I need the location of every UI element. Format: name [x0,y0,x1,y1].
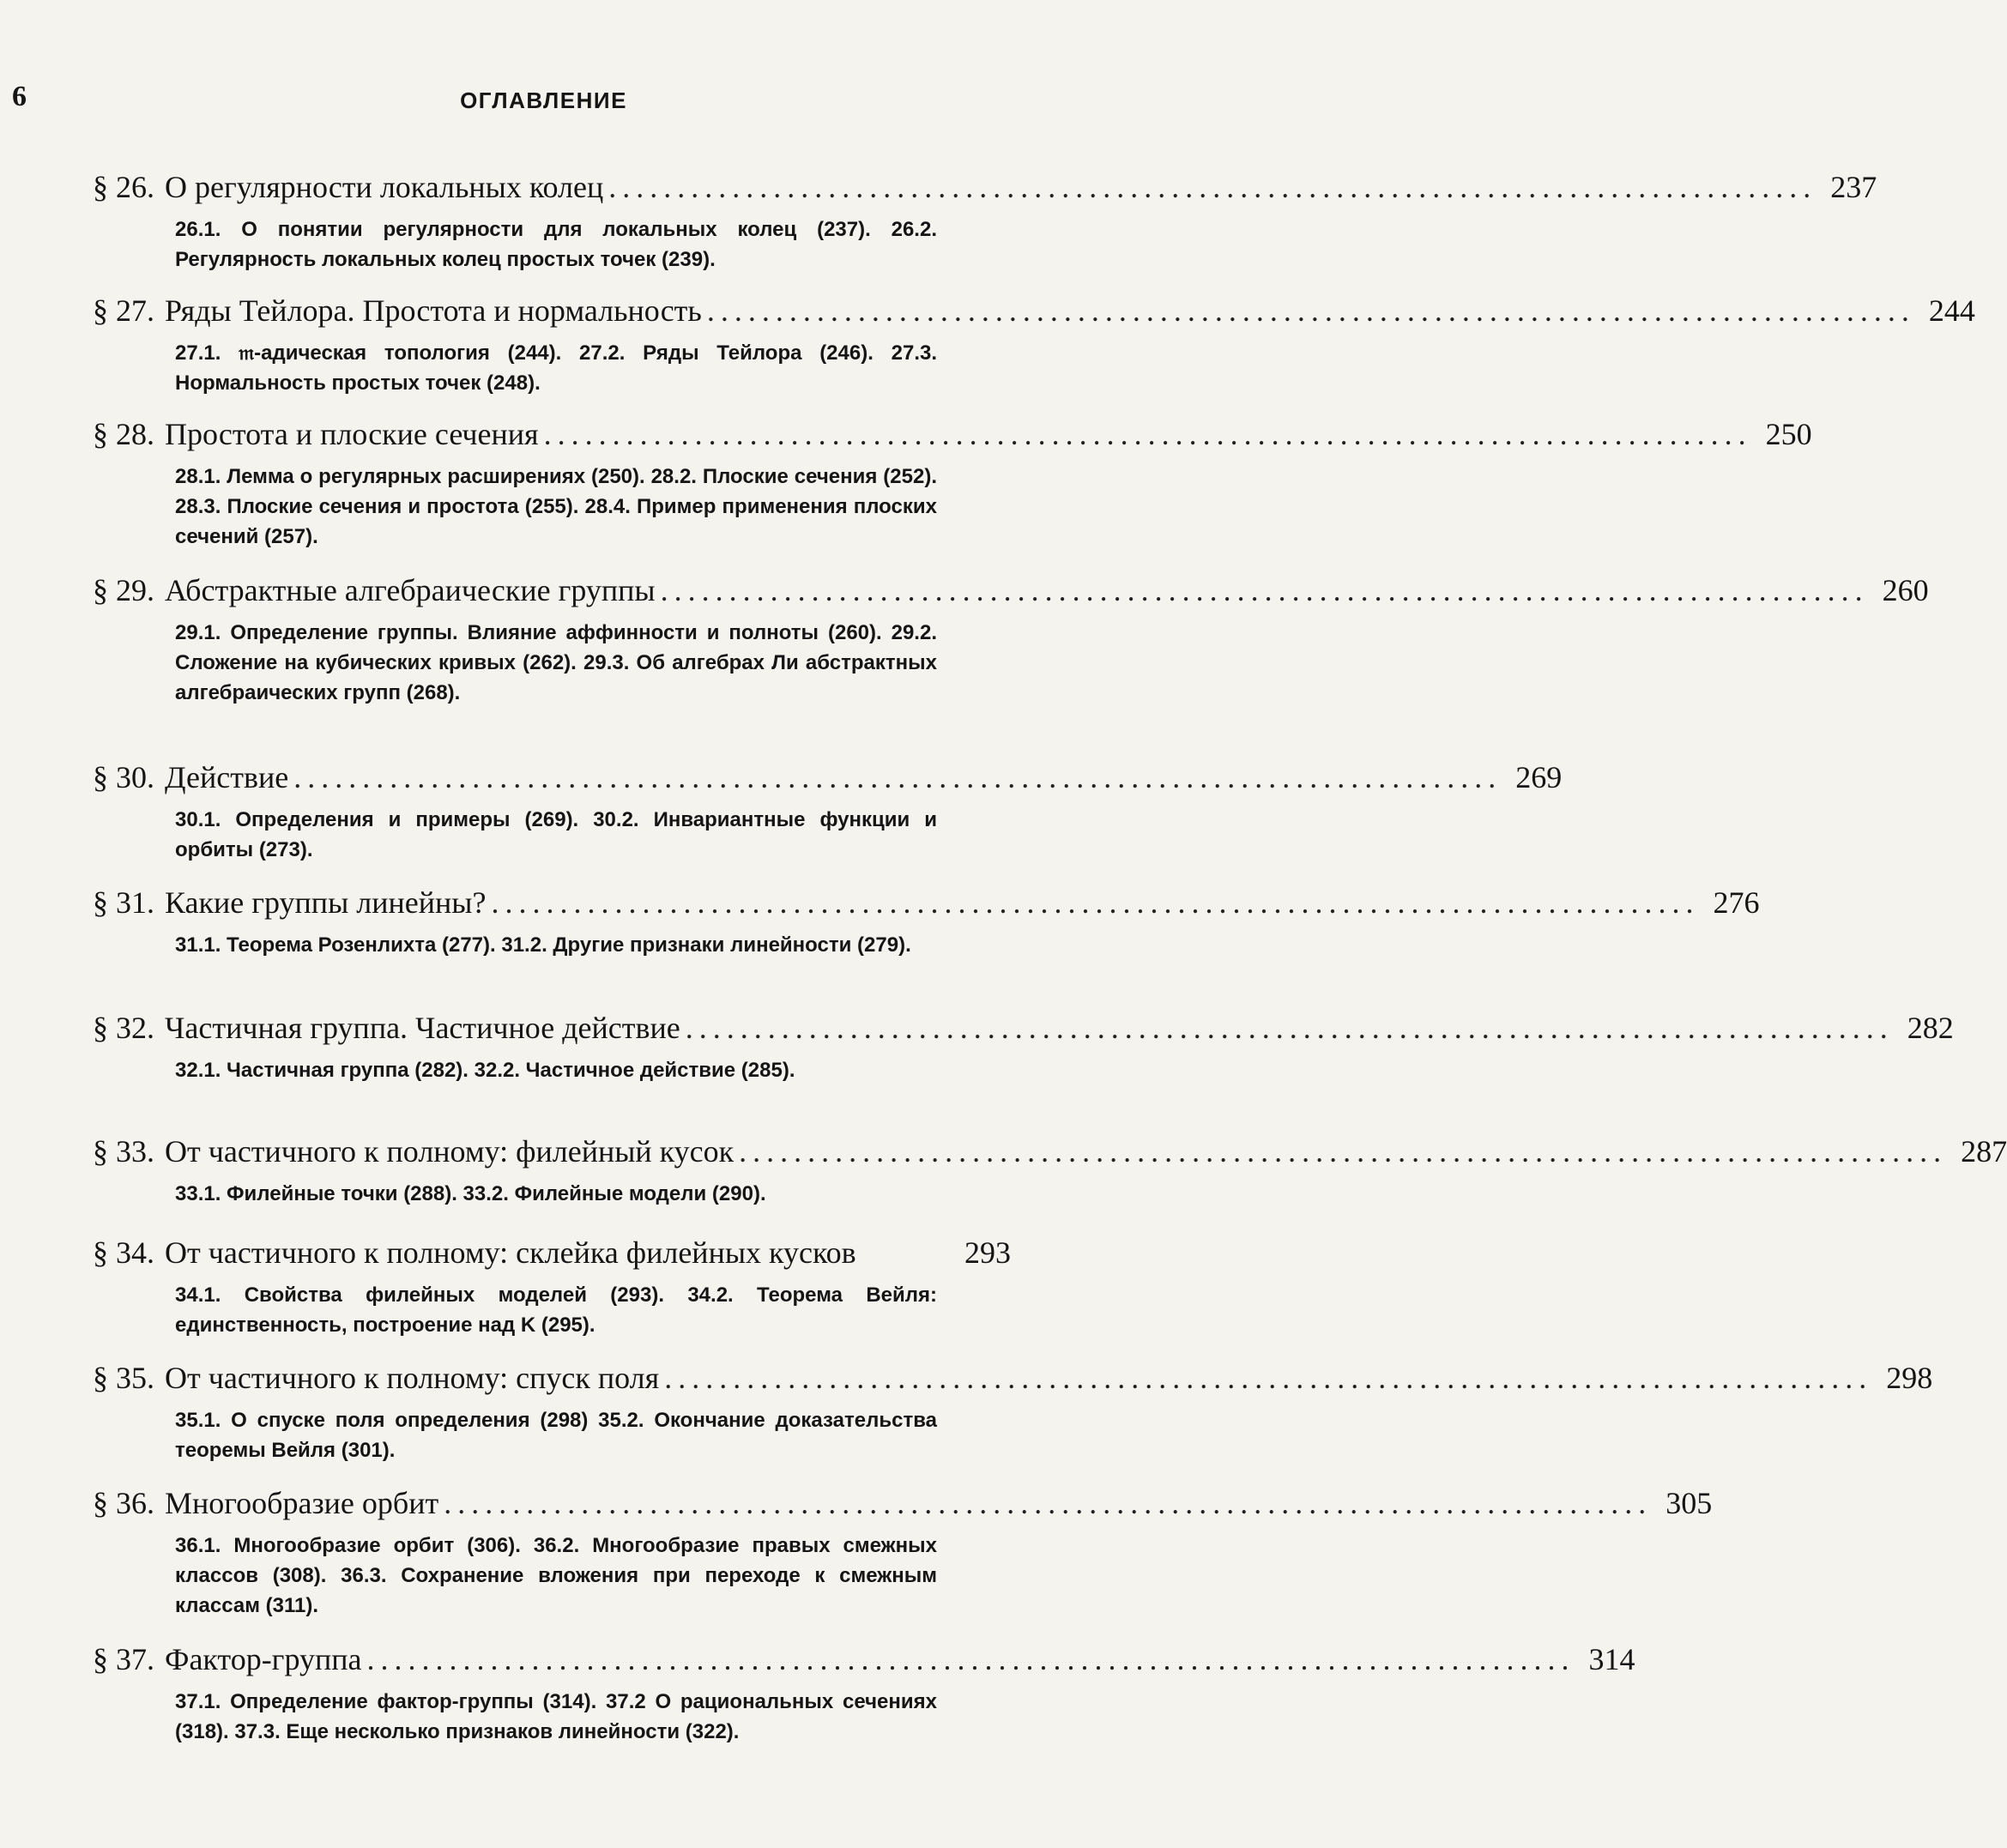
section-page: 305 [1665,1486,1713,1520]
toc-entry-32 [93,1009,1954,1085]
section-number: § 28. [93,417,154,451]
section-number: § 33. [93,1134,154,1169]
page-number: 6 [12,81,27,112]
section-page: 298 [1886,1361,1933,1395]
toc-entry-35 [93,1359,1933,1465]
section-title: Многообразие орбит [165,1486,439,1520]
section-page: 260 [1882,573,1929,607]
toc-entry-28 [93,415,1812,552]
dot-leader: ........................................................................................ [664,1361,1873,1395]
section-title: От частичного к полному: склейка филейных кусков [165,1235,856,1270]
toc-entry-31 [93,884,1760,960]
toc-entry-36 [93,1484,1713,1621]
section-title: Какие группы линейны? [165,885,487,920]
section-page: 250 [1765,417,1812,451]
section-number: § 32. [93,1011,154,1045]
section-number: § 30. [93,760,154,794]
dot-leader: ........................................................................................ [366,1642,1575,1676]
subsection-list: 26.1. О понятии регулярности для локальных колец (237). 26.2. Регулярность локальных колец простых точек (239). [175,218,937,271]
toc-entry-26 [93,168,1877,275]
subsection-list: 29.1. Определение группы. Влияние аффинности и полноты (260). 29.2. Сложение на кубических кривых (262). 29.3. Об алгебрах Ли абстрактных алгебраических групп (268). [175,621,937,704]
subsection-list: 34.1. Свойства филейных моделей (293). 34.2. Теорема Вейля: единственность, построение над K (295). [175,1283,937,1337]
section-page: 287 [1961,1134,2007,1169]
section-title: О регулярности локальных колец [165,170,604,204]
subsection-list: 28.1. Лемма о регулярных расширениях (250). 28.2. Плоские сечения (252). 28.3. Плоские сечения и простота (255). 28.4. Пример применения плоских сечений (257). [175,465,937,548]
section-page: 282 [1907,1011,1954,1045]
section-number: § 37. [93,1642,154,1676]
dot-leader: ........................................................................................ [444,1486,1653,1520]
subsection-list: 35.1. О спуске поля определения (298) 35.2. Окончание доказательства теоремы Вейля (301). [175,1409,937,1462]
dot-leader: ........................................................................................ [685,1011,1894,1045]
dot-leader: ........................................................................................ [608,170,1817,204]
dot-leader: ........................................................................................ [293,760,1502,794]
section-title: От частичного к полному: спуск поля [165,1361,660,1395]
dot-leader: ........................................................................................ [706,293,1915,328]
section-page: 269 [1515,760,1563,794]
subsection-list: 31.1. Теорема Розенлихта (277). 31.2. Другие признаки линейности (279). [175,933,911,957]
section-page: 276 [1713,885,1760,920]
subsection-list: 27.1. 𝔪-адическая топология (244). 27.2. Ряды Тейлора (246). 27.3. Нормальность простых точек (248). [175,341,937,395]
section-number: § 29. [93,573,154,607]
section-number: § 34. [93,1235,154,1270]
section-number: § 36. [93,1486,154,1520]
section-title: Частичная группа. Частичное действие [165,1011,680,1045]
toc-entry-30 [93,758,1563,865]
dot-leader: ........................................................................................ [491,885,1700,920]
section-title: Фактор-группа [165,1642,362,1676]
subsection-list: 33.1. Филейные точки (288). 33.2. Филейные модели (290). [175,1182,766,1205]
toc-entry-27 [93,292,1975,398]
section-page: 314 [1588,1642,1635,1676]
toc-entry-33 [93,1132,2007,1209]
toc-entry-37 [93,1640,1635,1747]
section-title: Простота и плоские сечения [165,417,539,451]
section-number: § 26. [93,170,154,204]
section-title: Абстрактные алгебраические группы [165,573,656,607]
toc-entry-34 [93,1234,1011,1340]
dot-leader: ........................................................................................ [543,417,1752,451]
section-page: 293 [964,1235,1011,1270]
toc-entry-29 [93,571,1929,708]
subsection-list: 30.1. Определения и примеры (269). 30.2. Инвариантные функции и орбиты (273). [175,808,937,861]
running-head: ОГЛАВЛЕНИЕ [460,88,627,113]
section-number: § 31. [93,885,154,920]
section-page: 237 [1830,170,1877,204]
dot-leader: ........................................................................................ [739,1134,1948,1169]
table-of-contents [93,0,2007,1848]
section-title: От частичного к полному: филейный кусок [165,1134,734,1169]
section-page: 244 [1928,293,1975,328]
section-number: § 35. [93,1361,154,1395]
subsection-list: 36.1. Многообразие орбит (306). 36.2. Многообразие правых смежных классов (308). 36.3. Сохранение вложения при переходе к смежным классам (311). [175,1534,937,1617]
dot-leader: ........................................................................................ [660,573,1869,607]
section-title: Ряды Тейлора. Простота и нормальность [165,293,702,328]
subsection-list: 37.1. Определение фактор-группы (314). 37.2 О рациональных сечениях (318). 37.3. Еще несколько признаков линейности (322). [175,1690,937,1743]
subsection-list: 32.1. Частичная группа (282). 32.2. Частичное действие (285). [175,1059,795,1082]
section-number: § 27. [93,293,154,328]
section-title: Действие [165,760,289,794]
